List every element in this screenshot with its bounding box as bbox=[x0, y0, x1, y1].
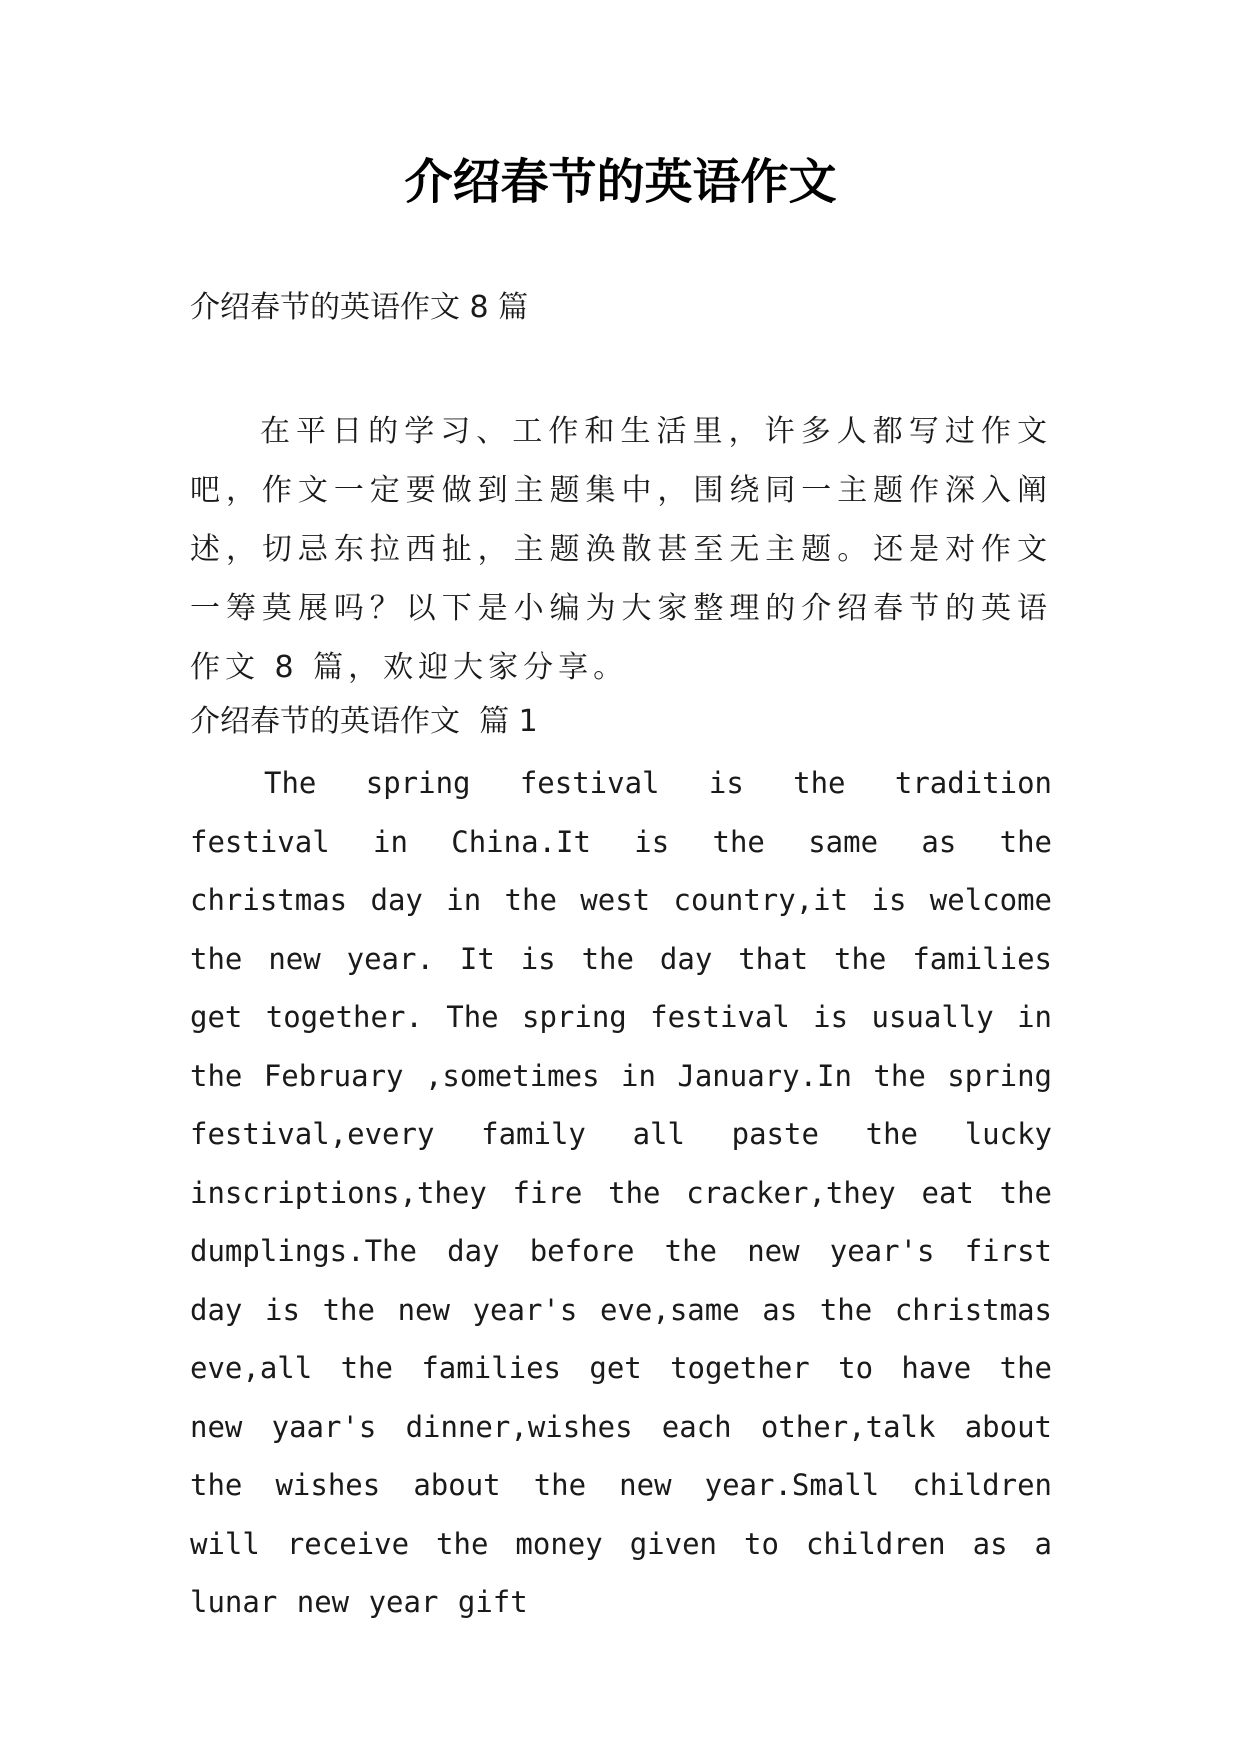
document-subtitle: 介绍春节的英语作文 8 篇 bbox=[190, 290, 529, 325]
intro-paragraph: 在平日的学习、工作和生活里，许多人都写过作文吧，作文一定要做到主题集中，围绕同一主题作深入阐述，切忌东拉西扯，主题涣散甚至无主题。还是对作文一筹莫展吗？以下是小编为大家整理的介绍春节的英语作文 8 篇，欢迎大家分享。 bbox=[190, 414, 1052, 685]
essay-paragraph: The spring festival is the tradition festival in China.It is the same as the christmas day in the west country,it is welcome the new year. It is the day that the families get together. The spring festival is usually in the February ,sometimes in January.In the spring festival,every family all paste the lucky inscriptions,they fire the cracker,they eat the dumplings.The day before the new year's first day is the new year's eve,same as the christmas eve,all the families get together to have the new yaar's dinner,wishes each other,talk about the wishes about the new year.Small children will receive the money given to children as a lunar new year gift bbox=[190, 766, 1052, 1619]
section-heading: 介绍春节的英语作文 篇 1 bbox=[190, 704, 538, 739]
document-title: 介绍春节的英语作文 bbox=[404, 154, 837, 210]
